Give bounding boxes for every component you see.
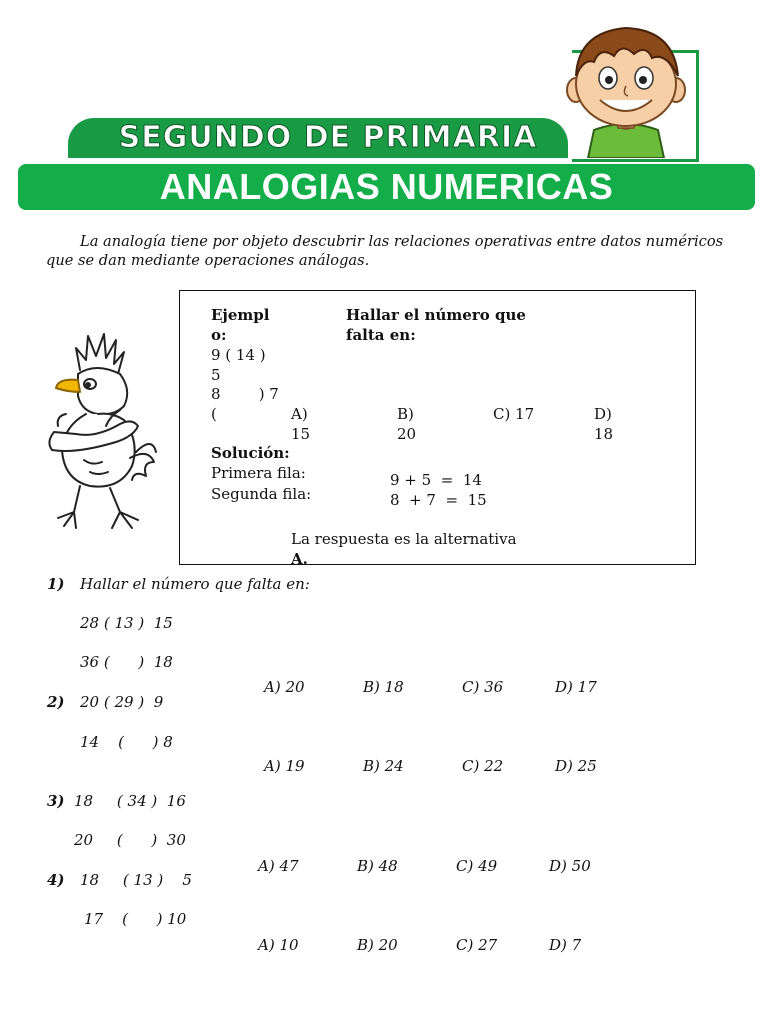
example-label-line1: Ejempl	[211, 306, 270, 324]
exercise-3-option-c: C) 49	[456, 857, 498, 875]
exercise-3-row2: 20 ( ) 30	[74, 831, 186, 849]
exercise-4-option-d: D) 7	[549, 936, 582, 954]
example-prompt-line1: Hallar el número que	[346, 306, 526, 324]
exercise-2-row1: 20 ( 29 ) 9	[80, 693, 164, 711]
exercise-2-option-c: C) 22	[462, 757, 504, 775]
exercise-1-row2: 36 ( ) 18	[80, 653, 173, 671]
exercise-1-option-b: B) 18	[363, 678, 404, 696]
exercise-1-row1: 28 ( 13 ) 15	[80, 614, 173, 632]
answer-line2: A.	[291, 550, 308, 568]
exercise-2-row2: 14 ( ) 8	[80, 733, 173, 751]
exercise-3-row1: 18 ( 34 ) 16	[74, 792, 186, 810]
example-option-b-line2: 20	[397, 425, 417, 443]
exercise-1-option-c: C) 36	[462, 678, 504, 696]
exercise-prompt: Hallar el número que falta en:	[80, 575, 310, 593]
example-row2-line2: (	[211, 405, 217, 423]
exercise-4-option-c: C) 27	[456, 936, 498, 954]
example-option-c: C) 17	[493, 405, 535, 423]
example-option-b-line1: B)	[397, 405, 414, 423]
answer-line1: La respuesta es la alternativa	[291, 530, 517, 548]
solution-equation-2: 8 + 7 = 15	[390, 491, 487, 509]
example-option-a-line2: 15	[291, 425, 311, 443]
grade-title: SEGUNDO DE PRIMARIA	[118, 120, 538, 155]
exercise-1-number: 1)	[47, 575, 65, 593]
boy-cartoon-icon	[556, 18, 696, 158]
exercise-4-number: 4)	[47, 871, 65, 889]
solution-equation-1: 9 + 5 = 14	[390, 471, 482, 489]
exercise-4-option-a: A) 10	[258, 936, 299, 954]
example-prompt-line2: falta en:	[346, 326, 416, 344]
intro-paragraph: La analogía tiene por objeto descubrir las relaciones operativas entre datos numéricos que se dan mediante operaciones análogas.	[46, 233, 724, 269]
example-row1-line2: 5	[211, 366, 221, 384]
exercise-3-option-b: B) 48	[357, 857, 398, 875]
example-label-line2: o:	[211, 326, 227, 344]
first-row-label: Primera fila:	[211, 464, 306, 482]
example-option-a-line1: A)	[291, 405, 308, 423]
exercise-3-option-d: D) 50	[549, 857, 591, 875]
example-option-d-line2: 18	[594, 425, 614, 443]
example-box	[179, 290, 696, 565]
exercise-1-option-a: A) 20	[264, 678, 305, 696]
exercise-2-option-d: D) 25	[555, 757, 597, 775]
exercise-3-option-a: A) 47	[258, 857, 299, 875]
second-row-label: Segunda fila:	[211, 485, 312, 503]
exercise-4-option-b: B) 20	[357, 936, 398, 954]
exercise-2-option-b: B) 24	[363, 757, 404, 775]
rooster-cartoon-icon	[36, 330, 160, 536]
exercise-1-option-d: D) 17	[555, 678, 597, 696]
exercise-2-option-a: A) 19	[264, 757, 305, 775]
exercise-3-number: 3)	[47, 792, 65, 810]
example-row2-line1: 8 ) 7	[211, 385, 279, 403]
example-option-d-line1: D)	[594, 405, 612, 423]
solution-label: Solución:	[211, 444, 290, 462]
page-title: ANALOGIAS NUMERICAS	[159, 166, 614, 207]
exercise-4-row2: 17 ( ) 10	[84, 910, 187, 928]
example-row1-line1: 9 ( 14 )	[211, 346, 266, 364]
exercise-4-row1: 18 ( 13 ) 5	[80, 871, 192, 889]
exercise-2-number: 2)	[47, 693, 65, 711]
